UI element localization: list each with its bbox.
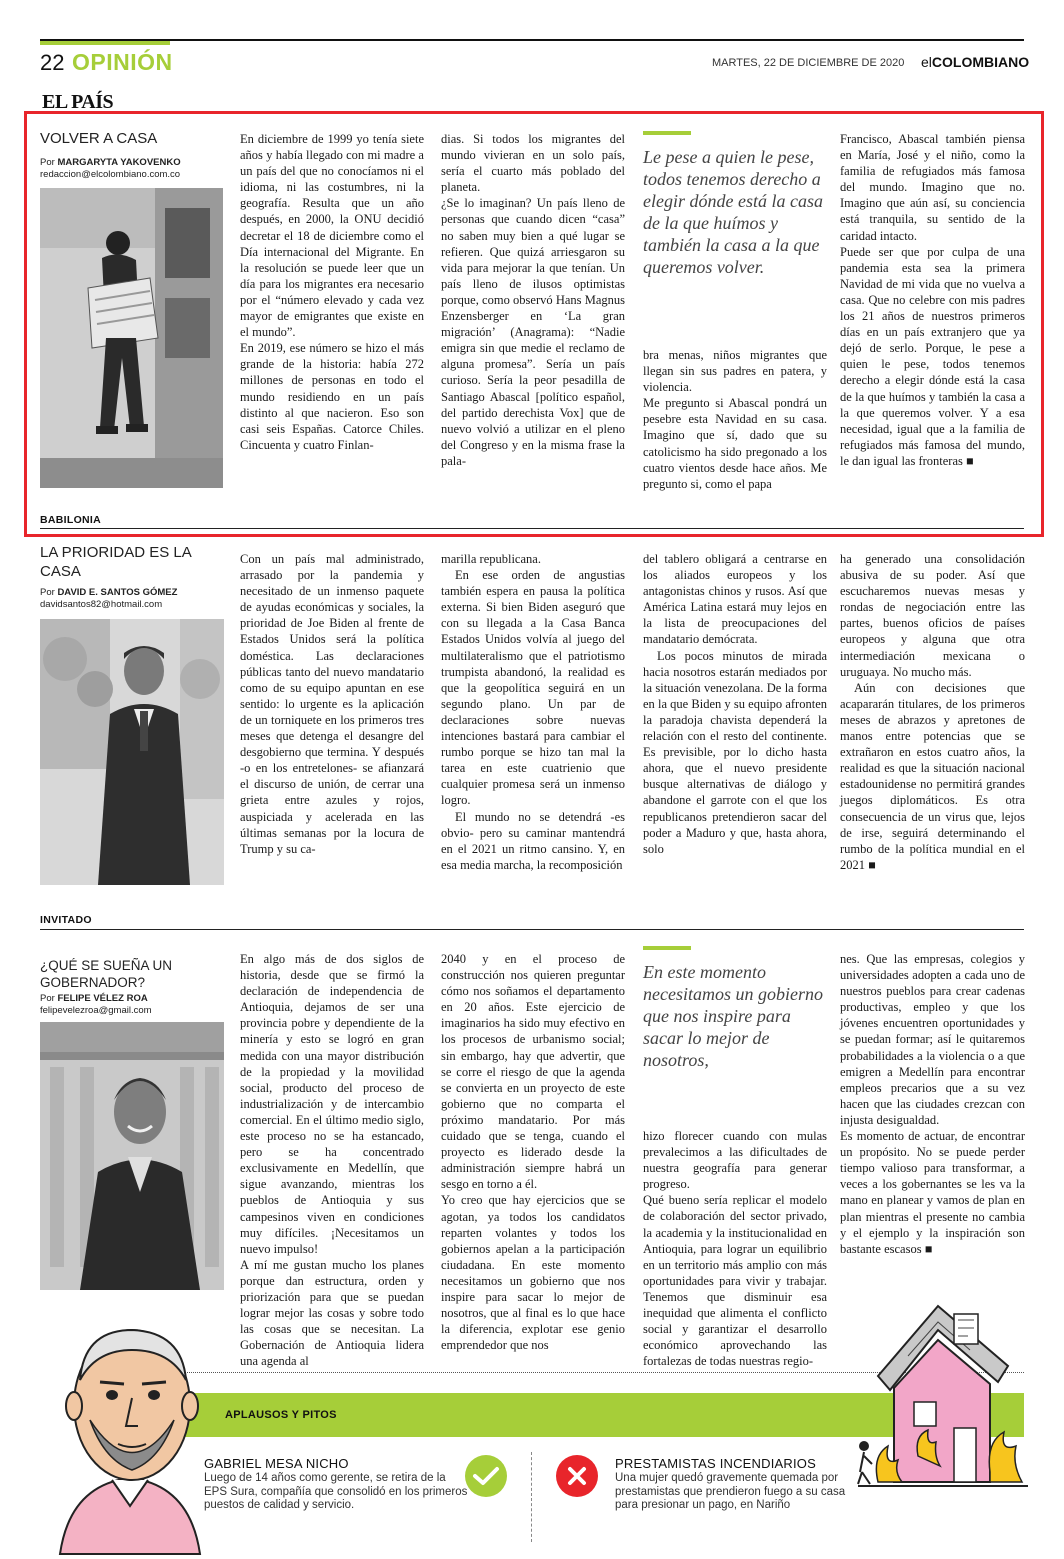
article3-column-1 — [240, 951, 424, 1369]
caricature-illustration — [50, 1310, 210, 1554]
section-title: OPINIÓN — [72, 49, 173, 75]
paragraph: 2040 y en el proceso de construcción nos quieren preguntar cómo nos soñamos el departamento en 20 años. Este ejercicio de imaginarios ha sido muy efectivo en los procesos de urbanismo social; sin embargo, hay que advertir, que se corre el riesgo de que la agenda se convierta en un proyecto de este gobierno que no comparta el próximo mandatario. Por más cuidado que se tenga, cuando el proyecto es liderado desde la administración siempre habrá un sesgo en torno a él. — [441, 952, 625, 1192]
caricature-man-icon — [50, 1310, 210, 1554]
article1-email: redaccion@elcolombiano.com.co — [40, 169, 181, 180]
paragraph: En algo más de dos siglos de historia, desde que se firmó la declaración de independencia de Antioquia, dejamos de ser una provincia pobre y dependiente de la minería y esto se logró en gran medida con una mayor distribución de la propiedad y la movilidad social, producto del proceso de industrialización y de intercambio comercial. En el último medio siglo, este proceso no se ha estancado, pero se ha concentrado exclusivamente en Medellín, que sigue avanzando, mientras los pueblos de Antioquia y sus campesinos viven en condiciones muy difíciles. ¡Necesitamos un nuevo impulso! — [240, 952, 424, 1256]
pullquote-bar — [643, 946, 691, 950]
partner-logo: EL PAÍS — [42, 91, 114, 113]
article1-byline — [40, 157, 181, 168]
paragraph: Francisco, Abascal también piensa en María, José y el niño, como la familia de refugiados más famosa del mundo. Imagino que no. Imagino que aún así, su conciencia está tranquila, su sentido de la caridad intacto. — [840, 132, 1025, 243]
bronze-statue-icon — [40, 188, 223, 488]
article1-photo — [40, 188, 223, 488]
paragraph: marilla republicana. — [441, 552, 541, 566]
aplausos-title: APLAUSOS Y PITOS — [225, 1409, 337, 1421]
byline-prefix: Por — [40, 157, 55, 168]
article3-byline — [40, 993, 148, 1004]
brand-name: COLOMBIANO — [931, 54, 1030, 70]
portrait-smiling-man-icon — [40, 1022, 224, 1290]
article1-column-4 — [840, 131, 1025, 493]
section-label-babilonia: BABILONIA — [40, 514, 102, 526]
article3-pullquote: En este momento necesitamos un gobierno que nos inspire para sacar lo mejor de nosotros, — [643, 962, 823, 1070]
paragraph: Los pocos minutos de mirada hacia nosotros estarán mediados por la situación venezolana. De la forma en la que Biden y su equipo afronten la paradoja chavista dependerá la relación con el resto del continente. Es previsible, por lo dicho hasta ahora, que el nuevo presidente busque alternativas de diálogo y abandone el garrote con el que los republicanos pretendieron sacar del poder a Maduro y que, hasta ahora, solo — [643, 648, 827, 856]
article3-title: ¿QUÉ SE SUEÑA UN GOBERNADOR? — [40, 958, 173, 990]
article3-photo — [40, 1022, 224, 1290]
aplausos-divider — [531, 1452, 532, 1542]
paragraph: del tablero obligará a centrarse en los aliados europeos y los antagonistas chinos y rusos. Así que América Latina estará muy lejos en la lista de preocupaciones del mandatario demócrata. — [643, 552, 827, 647]
article1-column-3 — [643, 347, 827, 493]
article3-author: FELIPE VÉLEZ ROA — [57, 993, 148, 1004]
paragraph: Me pregunto si Abascal pondrá un pesebre esta Navidad en su casa. Imagino que sí, dado que su catolicismo ha sido pregonado a los cuatro vientos desde hace años. Me pregunto si, como el papa — [643, 396, 827, 491]
article2-title: LA PRIORIDAD ES LA CASA — [40, 544, 191, 580]
edition-date: MARTES, 22 DE DICIEMBRE DE 2020 — [712, 57, 905, 69]
article2-column-3 — [643, 551, 827, 897]
article2-author: DAVID E. SANTOS GÓMEZ — [57, 587, 178, 598]
pullquote-bar — [643, 131, 691, 135]
article3-column-3 — [643, 1128, 827, 1369]
section-label-invitado: INVITADO — [40, 914, 92, 926]
x-icon — [556, 1455, 598, 1497]
article1-pullquote: Le pese a quien le pese, todos tenemos derecho a elegir dónde está la casa de la que huímos y también la casa a la que queremos volver. — [643, 147, 823, 277]
article1-column-2 — [441, 131, 625, 493]
article3-column-2 — [441, 951, 625, 1355]
paragraph: Qué bueno sería replicar el modelo de colaboración del sector privado, la academia y la institucionalidad en Antioquia, para lograr un equilibrio en un territorio más amplio con más oportunidades para vivir y trabajar. Tenemos que disminuir esa inequidad que alimenta el conflicto social y garantizar el desarrollo económico aprovechando las fortalezas de todas nuestras regio- — [643, 1193, 827, 1369]
x-mark — [567, 1466, 587, 1486]
byline-prefix: Por — [40, 587, 55, 598]
page-number: 22 — [40, 50, 65, 75]
header-rule — [40, 39, 1024, 41]
article2-photo — [40, 619, 224, 885]
byline-prefix: Por — [40, 993, 55, 1004]
paragraph: Es momento de actuar, de encontrar un propósito. No se puede perder tiempo valioso para transformar, a veces a los gobernantes se les va la mano en planear y vamos de plan en plan mientras el presente no cambia y el ejemplo y la inspiración son bastante escasos ■ — [840, 1129, 1025, 1256]
article3-column-4 — [840, 951, 1025, 1355]
article1-title: VOLVER A CASA — [40, 130, 158, 147]
aplausos-good-name: GABRIEL MESA NICHO — [204, 1456, 349, 1471]
paragraph: hizo florecer cuando con mulas prevalecimos a las dificultades de nuestra geografía para generar progreso. — [643, 1129, 827, 1192]
paragraph: En 2019, ese número se hizo el más grande de la historia: había 272 millones de personas en todo el mundo residiendo en un país distinto al que nacieron. Eso son casi seis Españas. Catorce Chiles. Cincuenta y cuatro Finlan- — [240, 341, 424, 452]
article2-column-1 — [240, 551, 424, 897]
paragraph: bra menas, niños migrantes que llegan sin sus padres en patera, y violencia. — [643, 348, 827, 395]
check-icon — [465, 1455, 507, 1497]
paragraph: nes. Que las empresas, colegios y universidades adopten a cada uno de nuestros pueblos para crear cadenas productivas, empleo y que los jóvenes encuentren oportunidades y se puedan formar; así le quitaremos probabilidades a la violencia o a que emigren a Medellín para encontrar empleos precarios que a su vez hacen que las ciudades crezcan con injusta desigualdad. — [840, 952, 1025, 1127]
article2-byline — [40, 587, 177, 598]
aplausos-bad-text: Una mujer quedó gravemente quemada por prestamistas que prendieron fuego a su casa para presionar un pago, en Nariño — [615, 1472, 846, 1511]
paragraph: En ese orden de angustias también espera en pausa la política externa. Si bien Biden aseguró que con su llegada a la Casa Banca Estados Unidos volvía al juego del multilateralismo que el patriotismo trumpista abandonó, la realidad es que la geopolítica seguirá en un segundo plano. Un par de declaraciones sobre nuevas intenciones bastará para cambiar el rumbo porque se hizo tan mal la tarea en este cuatrienio que cualquier promesa será un inmenso logro. — [441, 568, 625, 808]
check-mark — [473, 1466, 499, 1486]
article2-column-2 — [441, 551, 625, 897]
aplausos-bad-name: PRESTAMISTAS INCENDIARIOS — [615, 1456, 816, 1471]
header-accent-bar — [40, 41, 170, 45]
burning-house-icon — [858, 1296, 1028, 1502]
paragraph: Con un país mal administrado, arrasado por la pandemia y necesitado de un inmenso paquete de ayudas económicas y sociales, la prioridad de Joe Biden al frente de Estados Unidos será la política doméstica. Las declaraciones públicas tanto del nuevo mandatario como de su equipo apuntan en ese sentido: lo urgente es la aplicación de un torniquete en los primeros tres meses que detenga el desangre del desgobierno que termina. Y después -o en los entretelones- se afianzará el discurso de unión, de cerrar una grieta entre azules y rojos, auspiciada y acelerada en las últimas semanas por la locura de Trump y su ca- — [240, 552, 424, 856]
article2-email: davidsantos82@hotmail.com — [40, 599, 163, 610]
paragraph: Puede ser que por culpa de una pandemia esta sea la primera Navidad de mi vida que no vuelva a casa. Que no celebre con mis padres los 21 años de nuestros primeros días en un país extranjero que ya dejó de serlo. Porque, le pese a quien le pese, todos tenemos derecho a elegir dónde está la casa de la que huímos y también la casa a la que queremos volver. Y a esa necesidad, igual que a la familia de refugiados más famosa del mundo, le dan igual las fronteras ■ — [840, 244, 1025, 468]
brand-logo — [921, 54, 1029, 70]
article1-author: MARGARYTA YAKOVENKO — [57, 157, 181, 168]
portrait-man-suit-icon — [40, 619, 224, 885]
section-divider — [40, 929, 1024, 930]
article2-column-4 — [840, 551, 1025, 897]
burning-house-illustration — [858, 1296, 1028, 1502]
paragraph: En diciembre de 1999 yo tenía siete años y había llegado con mi madre a un país del que no conocíamos ni el idioma, ni las costumbres, ni la geografía. Resulta que un año después, en 2000, la ONU decidió decretar el 18 de diciembre como el Día internacional del Migrante. En la resolución se puede leer que un día para los migrantes era necesario por el “número elevado y cada vez mayor de emigrantes que existe en el mundo”. — [240, 132, 424, 340]
paragraph: A mí me gustan mucho los planes porque dan estructura, orden y priorización para que se puedan lograr mejor las cosas y sobre todo las cosas que se necesitan. La Gobernación de Antioquia lidera una agenda al — [240, 1257, 424, 1369]
brand-prefix: el — [921, 54, 932, 70]
paragraph: ¿Se lo imaginan? Un país lleno de personas que cuando dicen “casa” no saben muy bien a qué lugar se refieren. Que quizá arriesgaron su vida para mejorar la que tenían. Un país lleno de ilusos optimistas porque, como observó Hans Magnus Enzensberger en ‘La gran migración’ (Anagrama): “Nadie emigra sin que medie el reclamo de alguna promesa”. Sería un país curioso. Sería la peor pesadilla de Santiago Abascal [político español, del partido derechista Vox] que de nuevo volvió a utilizar en el pleno del Congreso y en la misma frase la pala- — [441, 196, 625, 468]
paragraph: El mundo no se detendrá -es obvio- pero su caminar mantendrá en el 2021 un ritmo cansino. Y, en esa media marcha, la recomposición — [441, 809, 625, 872]
paragraph: Yo creo que hay ejercicios que se agotan, ya todos los candidatos reparten volantes y todos los gobiernos apelan a la participación ciudadana. En este momento necesitamos un gobierno que nos inspire para sacar lo mejor de nosotros, que al final es lo que hace la diferencia, explotar ese genio emprendedor que nos — [441, 1193, 625, 1353]
article3-email: felipevelezroa@gmail.com — [40, 1005, 152, 1016]
article1-column-1 — [240, 131, 424, 493]
aplausos-good-text: Luego de 14 años como gerente, se retira de la EPS Sura, compañía que consolidó en los primeros puestos de calidad y servicio. — [204, 1472, 468, 1511]
paragraph: dias. Si todos los migrantes del mundo vivieran en un solo país, sería el cuarto más poblado del planeta. — [441, 132, 625, 195]
paragraph: ha generado una consolidación abusiva de su poder. Así que escucharemos nuevas mesas y rondas de negociación entre las partes, buenos oficios de países europeos y alguna que otra intermediación mexicana o uruguaya. No mucho más. — [840, 552, 1025, 679]
paragraph: Aún con decisiones que acapararán titulares, de los primeros meses de abrazos y apretones de manos entre potencias que se extrañaron en estos cuatro años, la realidad es que la situación nacional estadounidense no permitirá grandes juegos diplomáticos. Es otra consecuencia de un virus que, lejos de irse, seguirá determinando el rumbo de la política mundial en el 2021 ■ — [840, 680, 1025, 872]
section-divider — [40, 528, 1024, 529]
